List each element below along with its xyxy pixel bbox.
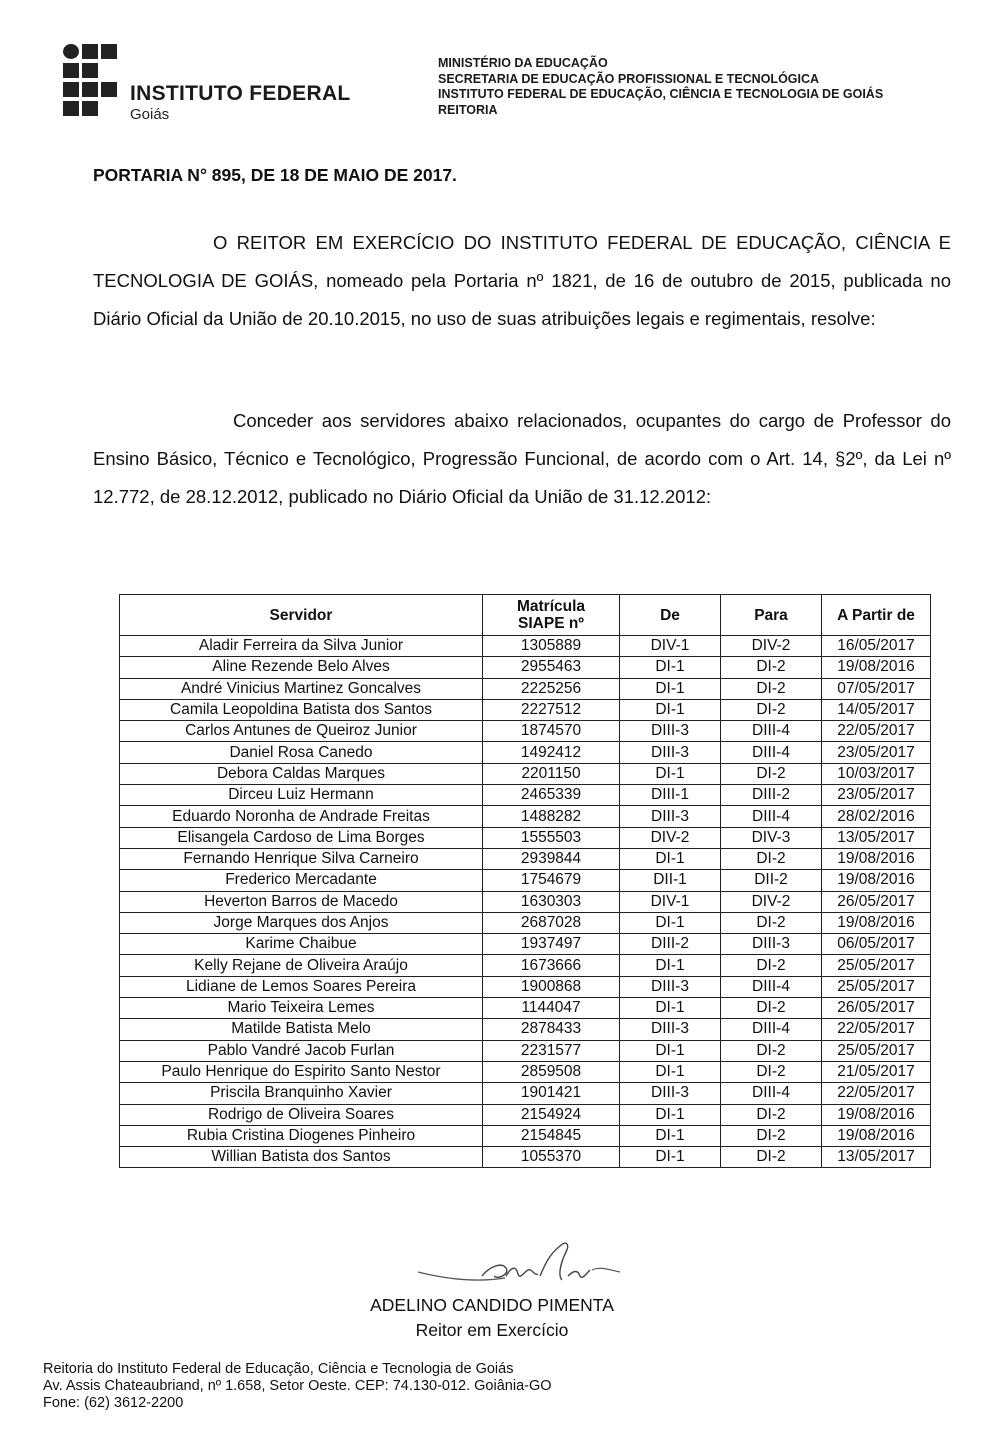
cell-servidor: Aladir Ferreira da Silva Junior bbox=[120, 636, 483, 657]
cell-de: DI-1 bbox=[620, 1061, 721, 1082]
cell-para: DIII-2 bbox=[721, 785, 822, 806]
handwritten-signature bbox=[410, 1236, 630, 1294]
cell-a-partir-de: 22/05/2017 bbox=[822, 1083, 931, 1104]
cell-para: DI-2 bbox=[721, 1104, 822, 1125]
table-row bbox=[120, 955, 931, 976]
cell-a-partir-de: 19/08/2016 bbox=[822, 1125, 931, 1146]
cell-para: DI-2 bbox=[721, 678, 822, 699]
table-row bbox=[120, 891, 931, 912]
header-line-secretary: SECRETARIA DE EDUCAÇÃO PROFISSIONAL E TECNOLÓGICA bbox=[438, 71, 820, 86]
cell-servidor: Paulo Henrique do Espirito Santo Nestor bbox=[120, 1061, 483, 1082]
table-row bbox=[120, 721, 931, 742]
table-row bbox=[120, 1104, 931, 1125]
cell-para: DIII-4 bbox=[721, 976, 822, 997]
cell-a-partir-de: 23/05/2017 bbox=[822, 785, 931, 806]
cell-servidor: Debora Caldas Marques bbox=[120, 763, 483, 784]
table-header-row bbox=[120, 595, 931, 636]
cell-servidor: Rodrigo de Oliveira Soares bbox=[120, 1104, 483, 1125]
cell-para: DIII-3 bbox=[721, 934, 822, 955]
cell-a-partir-de: 25/05/2017 bbox=[822, 1040, 931, 1061]
cell-servidor: Eduardo Noronha de Andrade Freitas bbox=[120, 806, 483, 827]
cell-de: DII-1 bbox=[620, 870, 721, 891]
cell-de: DI-1 bbox=[620, 955, 721, 976]
signatory-role: Reitor em Exercício bbox=[415, 1320, 569, 1340]
cell-matricula: 1937497 bbox=[483, 934, 620, 955]
cell-matricula: 2231577 bbox=[483, 1040, 620, 1061]
table-row bbox=[120, 742, 931, 763]
cell-matricula: 2939844 bbox=[483, 848, 620, 869]
table-row bbox=[120, 699, 931, 720]
cell-matricula: 2465339 bbox=[483, 785, 620, 806]
cell-para: DI-2 bbox=[721, 1040, 822, 1061]
cell-servidor: André Vinicius Martinez Goncalves bbox=[120, 678, 483, 699]
cell-matricula: 1488282 bbox=[483, 806, 620, 827]
logo-name: INSTITUTO FEDERAL bbox=[130, 82, 351, 105]
cell-servidor: Matilde Batista Melo bbox=[120, 1019, 483, 1040]
cell-a-partir-de: 19/08/2016 bbox=[822, 657, 931, 678]
cell-matricula: 2687028 bbox=[483, 912, 620, 933]
cell-a-partir-de: 28/02/2016 bbox=[822, 806, 931, 827]
table-row bbox=[120, 827, 931, 848]
cell-de: DIII-1 bbox=[620, 785, 721, 806]
footer-line-1: Reitoria do Instituto Federal de Educação, Ciência e Tecnologia de Goiás bbox=[43, 1361, 514, 1377]
logo-subtitle: Goiás bbox=[130, 106, 170, 123]
signatory-name: ADELINO CANDIDO PIMENTA bbox=[370, 1295, 614, 1315]
cell-para: DI-2 bbox=[721, 848, 822, 869]
cell-de: DI-1 bbox=[620, 848, 721, 869]
cell-a-partir-de: 10/03/2017 bbox=[822, 763, 931, 784]
cell-a-partir-de: 22/05/2017 bbox=[822, 1019, 931, 1040]
paragraph-preamble: O REITOR EM EXERCÍCIO DO INSTITUTO FEDERAL DE EDUCAÇÃO, CIÊNCIA E TECNOLOGIA DE GOIÁS, nomeado pela Portaria nº 1821, de 16 de outubro de 2015, publicada no Diário Oficial da União de 20.10.2015, no uso de suas atribuições legais e regimentais, resolve: bbox=[93, 232, 951, 329]
cell-servidor: Fernando Henrique Silva Carneiro bbox=[120, 848, 483, 869]
cell-matricula: 2955463 bbox=[483, 657, 620, 678]
cell-para: DIII-4 bbox=[721, 1083, 822, 1104]
cell-de: DI-1 bbox=[620, 912, 721, 933]
cell-a-partir-de: 06/05/2017 bbox=[822, 934, 931, 955]
document-title: PORTARIA N° 895, DE 18 DE MAIO DE 2017. bbox=[93, 165, 457, 185]
cell-matricula: 2859508 bbox=[483, 1061, 620, 1082]
cell-para: DIV-2 bbox=[721, 636, 822, 657]
cell-para: DI-2 bbox=[721, 1147, 822, 1168]
footer-line-2: Av. Assis Chateaubriand, nº 1.658, Setor Oeste. CEP: 74.130-012. Goiânia-GO bbox=[43, 1378, 552, 1394]
cell-servidor: Carlos Antunes de Queiroz Junior bbox=[120, 721, 483, 742]
cell-de: DIII-3 bbox=[620, 721, 721, 742]
cell-de: DIII-2 bbox=[620, 934, 721, 955]
staff-table bbox=[119, 594, 931, 1168]
cell-matricula: 1492412 bbox=[483, 742, 620, 763]
cell-matricula: 1754679 bbox=[483, 870, 620, 891]
cell-servidor: Heverton Barros de Macedo bbox=[120, 891, 483, 912]
cell-para: DI-2 bbox=[721, 955, 822, 976]
table-row bbox=[120, 1061, 931, 1082]
cell-servidor: Karime Chaibue bbox=[120, 934, 483, 955]
table-row bbox=[120, 1019, 931, 1040]
logo-mark-icon bbox=[63, 44, 123, 124]
cell-matricula: 1144047 bbox=[483, 998, 620, 1019]
header-servidor: Servidor bbox=[120, 595, 483, 636]
cell-matricula: 1900868 bbox=[483, 976, 620, 997]
cell-a-partir-de: 16/05/2017 bbox=[822, 636, 931, 657]
cell-a-partir-de: 26/05/2017 bbox=[822, 998, 931, 1019]
table-row bbox=[120, 636, 931, 657]
table-row bbox=[120, 1083, 931, 1104]
cell-matricula: 1673666 bbox=[483, 955, 620, 976]
cell-a-partir-de: 26/05/2017 bbox=[822, 891, 931, 912]
cell-a-partir-de: 21/05/2017 bbox=[822, 1061, 931, 1082]
header-matricula-line2: SIAPE nº bbox=[518, 615, 584, 632]
institute-logo bbox=[63, 44, 383, 124]
cell-matricula: 2225256 bbox=[483, 678, 620, 699]
footer-line-3: Fone: (62) 3612-2200 bbox=[43, 1395, 184, 1411]
cell-servidor: Jorge Marques dos Anjos bbox=[120, 912, 483, 933]
cell-para: DI-2 bbox=[721, 1061, 822, 1082]
cell-servidor: Elisangela Cardoso de Lima Borges bbox=[120, 827, 483, 848]
cell-de: DI-1 bbox=[620, 699, 721, 720]
cell-a-partir-de: 13/05/2017 bbox=[822, 1147, 931, 1168]
cell-de: DIV-1 bbox=[620, 636, 721, 657]
cell-servidor: Daniel Rosa Canedo bbox=[120, 742, 483, 763]
cell-matricula: 1874570 bbox=[483, 721, 620, 742]
cell-a-partir-de: 25/05/2017 bbox=[822, 955, 931, 976]
cell-a-partir-de: 19/08/2016 bbox=[822, 912, 931, 933]
cell-para: DIII-4 bbox=[721, 806, 822, 827]
table-row bbox=[120, 912, 931, 933]
cell-servidor: Aline Rezende Belo Alves bbox=[120, 657, 483, 678]
cell-de: DIII-3 bbox=[620, 1019, 721, 1040]
table-row bbox=[120, 785, 931, 806]
cell-de: DI-1 bbox=[620, 998, 721, 1019]
cell-para: DI-2 bbox=[721, 657, 822, 678]
cell-servidor: Willian Batista dos Santos bbox=[120, 1147, 483, 1168]
cell-a-partir-de: 19/08/2016 bbox=[822, 848, 931, 869]
table-row bbox=[120, 806, 931, 827]
cell-a-partir-de: 22/05/2017 bbox=[822, 721, 931, 742]
table-row bbox=[120, 763, 931, 784]
table-row bbox=[120, 998, 931, 1019]
cell-matricula: 2227512 bbox=[483, 699, 620, 720]
cell-de: DIII-3 bbox=[620, 806, 721, 827]
cell-servidor: Lidiane de Lemos Soares Pereira bbox=[120, 976, 483, 997]
header-line-reitoria: REITORIA bbox=[438, 102, 498, 117]
header-line-institute: INSTITUTO FEDERAL DE EDUCAÇÃO, CIÊNCIA E TECNOLOGIA DE GOIÁS bbox=[438, 87, 884, 101]
cell-para: DIII-4 bbox=[721, 742, 822, 763]
cell-para: DIII-4 bbox=[721, 721, 822, 742]
header-matricula bbox=[483, 595, 620, 636]
cell-a-partir-de: 23/05/2017 bbox=[822, 742, 931, 763]
cell-servidor: Mario Teixeira Lemes bbox=[120, 998, 483, 1019]
cell-para: DI-2 bbox=[721, 912, 822, 933]
cell-para: DI-2 bbox=[721, 763, 822, 784]
cell-matricula: 2154845 bbox=[483, 1125, 620, 1146]
table-row bbox=[120, 934, 931, 955]
cell-para: DI-2 bbox=[721, 1125, 822, 1146]
cell-servidor: Rubia Cristina Diogenes Pinheiro bbox=[120, 1125, 483, 1146]
table-row bbox=[120, 1125, 931, 1146]
table-row bbox=[120, 976, 931, 997]
cell-a-partir-de: 19/08/2016 bbox=[822, 870, 931, 891]
cell-de: DI-1 bbox=[620, 678, 721, 699]
cell-de: DI-1 bbox=[620, 1040, 721, 1061]
cell-para: DII-2 bbox=[721, 870, 822, 891]
cell-a-partir-de: 13/05/2017 bbox=[822, 827, 931, 848]
table-row bbox=[120, 870, 931, 891]
table-row bbox=[120, 657, 931, 678]
cell-a-partir-de: 14/05/2017 bbox=[822, 699, 931, 720]
cell-para: DIV-2 bbox=[721, 891, 822, 912]
cell-matricula: 2878433 bbox=[483, 1019, 620, 1040]
cell-matricula: 2154924 bbox=[483, 1104, 620, 1125]
cell-servidor: Frederico Mercadante bbox=[120, 870, 483, 891]
header-block bbox=[438, 56, 883, 118]
header-line-ministry: MINISTÉRIO DA EDUCAÇÃO bbox=[438, 56, 608, 70]
cell-de: DI-1 bbox=[620, 763, 721, 784]
header-matricula-line1: Matrícula bbox=[516, 598, 586, 615]
cell-servidor: Dirceu Luiz Hermann bbox=[120, 785, 483, 806]
table-row bbox=[120, 1040, 931, 1061]
cell-para: DI-2 bbox=[721, 998, 822, 1019]
cell-para: DI-2 bbox=[721, 699, 822, 720]
cell-servidor: Camila Leopoldina Batista dos Santos bbox=[120, 699, 483, 720]
cell-matricula: 1901421 bbox=[483, 1083, 620, 1104]
table-row bbox=[120, 848, 931, 869]
footer-address bbox=[43, 1361, 552, 1412]
cell-de: DI-1 bbox=[620, 657, 721, 678]
cell-de: DI-1 bbox=[620, 1147, 721, 1168]
cell-matricula: 1630303 bbox=[483, 891, 620, 912]
table-row bbox=[120, 1147, 931, 1168]
cell-de: DIV-1 bbox=[620, 891, 721, 912]
cell-a-partir-de: 19/08/2016 bbox=[822, 1104, 931, 1125]
cell-de: DI-1 bbox=[620, 1125, 721, 1146]
cell-de: DIII-3 bbox=[620, 1083, 721, 1104]
cell-a-partir-de: 25/05/2017 bbox=[822, 976, 931, 997]
header-para: Para bbox=[721, 595, 822, 636]
cell-de: DIII-3 bbox=[620, 742, 721, 763]
cell-matricula: 1305889 bbox=[483, 636, 620, 657]
cell-servidor: Priscila Branquinho Xavier bbox=[120, 1083, 483, 1104]
cell-para: DIV-3 bbox=[721, 827, 822, 848]
cell-de: DI-1 bbox=[620, 1104, 721, 1125]
cell-matricula: 1555503 bbox=[483, 827, 620, 848]
cell-servidor: Pablo Vandré Jacob Furlan bbox=[120, 1040, 483, 1061]
cell-a-partir-de: 07/05/2017 bbox=[822, 678, 931, 699]
header-de: De bbox=[620, 595, 721, 636]
cell-de: DIII-3 bbox=[620, 976, 721, 997]
cell-servidor: Kelly Rejane de Oliveira Araújo bbox=[120, 955, 483, 976]
cell-de: DIV-2 bbox=[620, 827, 721, 848]
cell-para: DIII-4 bbox=[721, 1019, 822, 1040]
paragraph-resolution: Conceder aos servidores abaixo relacionados, ocupantes do cargo de Professor do Ensino Básico, Técnico e Tecnológico, Progressão Funcional, de acordo com o Art. 14, §2º, da Lei nº 12.772, de 28.12.2012, publicado no Diário Oficial da União de 31.12.2012: bbox=[93, 410, 951, 507]
header-a-partir-de: A Partir de bbox=[822, 595, 931, 636]
cell-matricula: 1055370 bbox=[483, 1147, 620, 1168]
cell-matricula: 2201150 bbox=[483, 763, 620, 784]
table-row bbox=[120, 678, 931, 699]
